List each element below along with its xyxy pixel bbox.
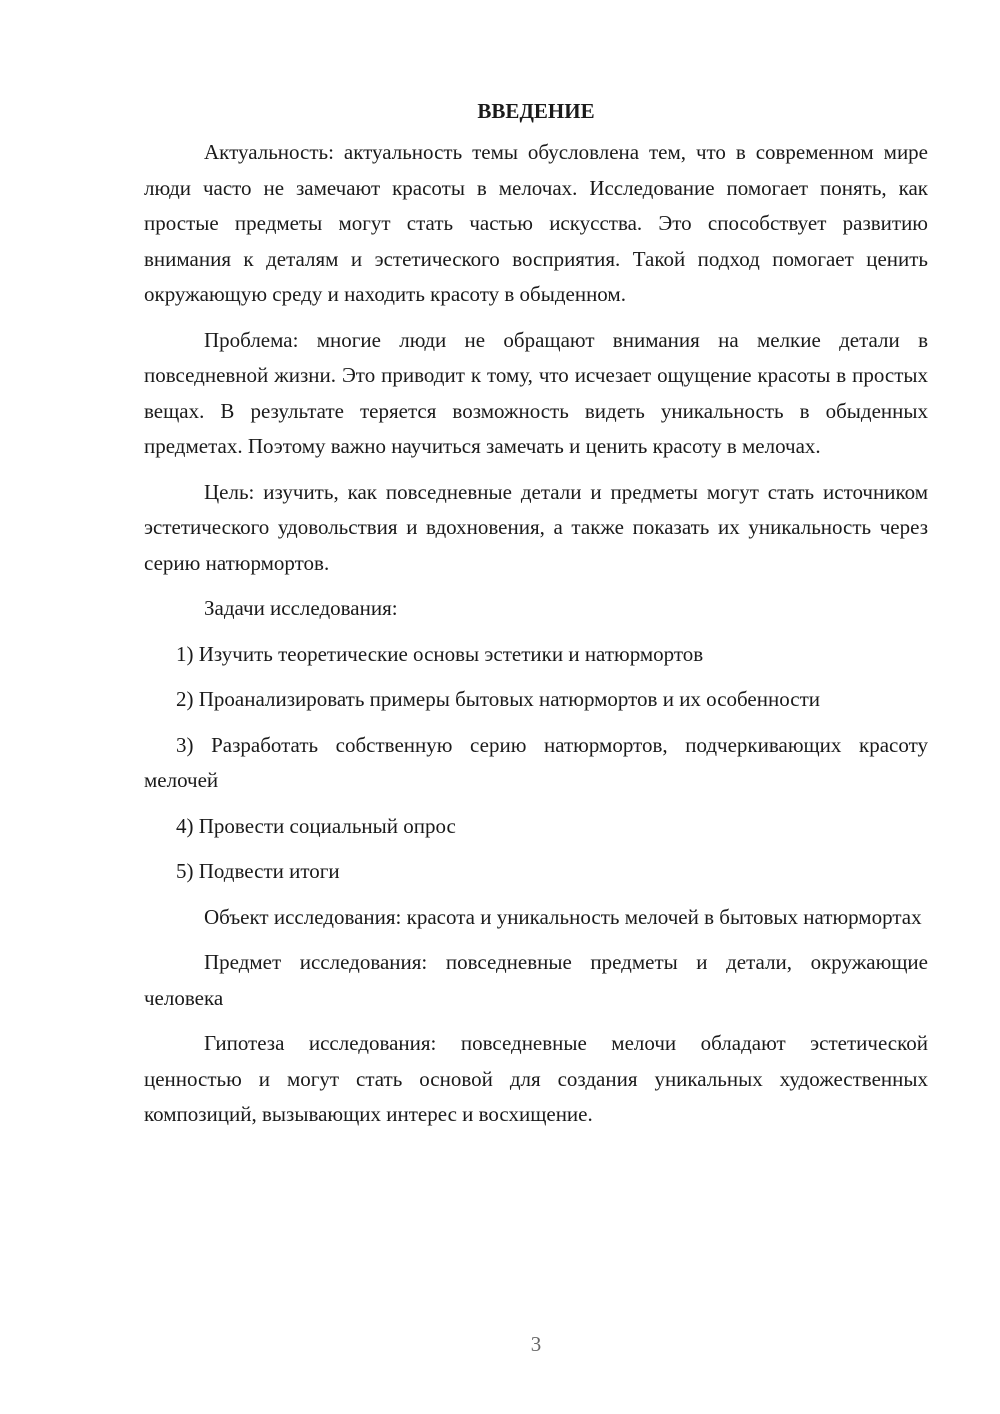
paragraph-problem: Проблема: многие люди не обращают внимания на мелкие детали в повседневной жизни. Это приводит к тому, что исчезает ощущение красоты в простых вещах. В результате теряется возможность видеть уникальность в обыденных предметах. Поэтому важно научиться замечать и ценить красоту в мелочах. <box>144 327 928 458</box>
task-item-4: 4) Провести социальный опрос <box>176 813 456 838</box>
paragraph-relevance: Актуальность: актуальность темы обусловлена тем, что в современном мире люди часто не замечают красоты в мелочах. Исследование помогает понять, как простые предметы могут стать частью искусства. Это способствует развитию внимания к деталям и эстетического восприятия. Такой подход помогает ценить окружающую среду и находить красоту в обыденном. <box>144 140 928 306</box>
task-item-1: 1) Изучить теоретические основы эстетики и натюрмортов <box>176 641 704 666</box>
page-number: 3 <box>530 1332 542 1356</box>
document-heading: ВВЕДЕНИЕ <box>477 99 595 123</box>
paragraph-tasks-title: Задачи исследования: <box>204 596 398 620</box>
task-item-3: 3) Разработать собственную серию натюрмортов, подчеркивающих красоту мелочей <box>144 732 928 792</box>
paragraph-object: Объект исследования: красота и уникальность мелочей в бытовых натюрмортах <box>204 904 922 929</box>
document-page <box>144 96 928 1133</box>
task-item-5: 5) Подвести итоги <box>176 859 340 883</box>
paragraph-subject: Предмет исследования: повседневные предметы и детали, окружающие человека <box>144 950 928 1010</box>
paragraph-goal: Цель: изучить, как повседневные детали и предметы могут стать источником эстетического удовольствия и вдохновения, а также показать их уникальность через серию натюрмортов. <box>144 479 928 575</box>
paragraph-hypothesis: Гипотеза исследования: повседневные мелочи обладают эстетической ценностью и могут стать основой для создания уникальных художественных композиций, вызывающих интерес и восхищение. <box>144 1031 928 1126</box>
task-item-2: 2) Проанализировать примеры бытовых натюрмортов и их особенности <box>176 687 820 711</box>
